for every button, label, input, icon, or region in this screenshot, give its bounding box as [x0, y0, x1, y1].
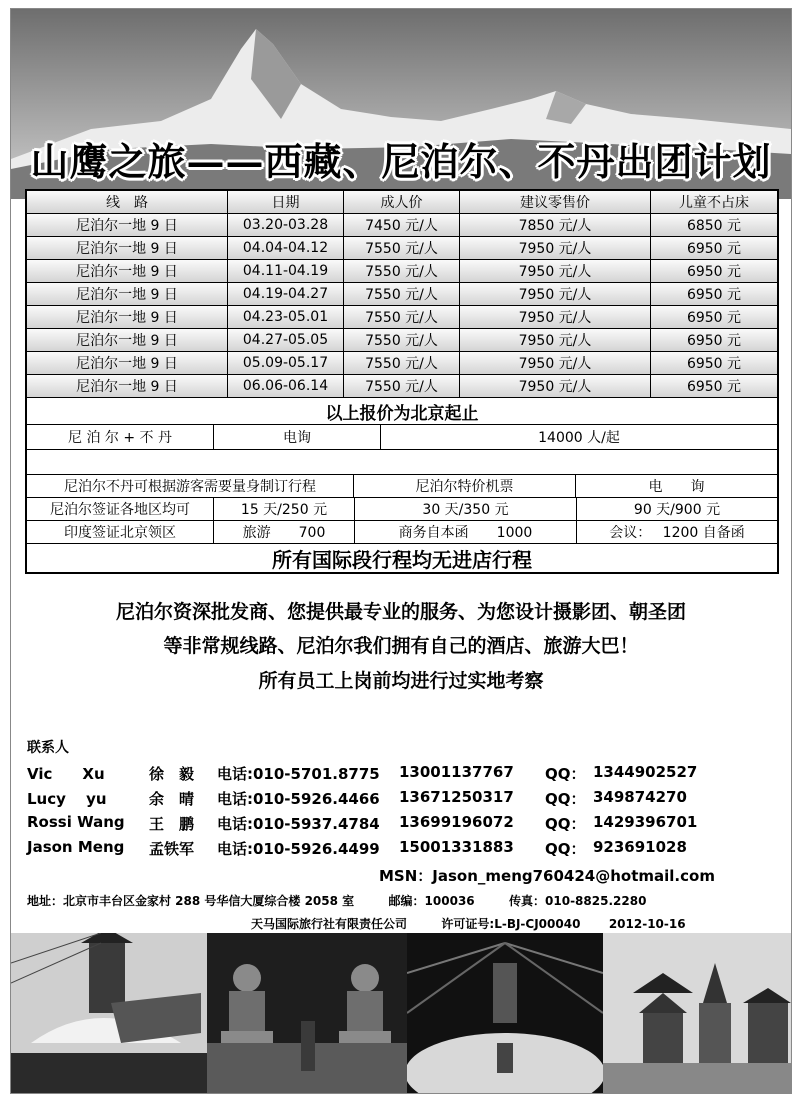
blank-row [27, 450, 777, 475]
table-row [27, 237, 777, 260]
bhutan-date: 电询 [214, 425, 381, 449]
cell-date: 04.23-05.01 [228, 306, 344, 328]
cell-adult-price: 7550 元/人 [344, 352, 460, 374]
india-tour-visa: 旅游 700 [214, 521, 355, 543]
contact-qq: 923691028 [593, 838, 687, 856]
header-route: 线 路 [27, 191, 228, 213]
cell-route: 尼泊尔一地 9 日 [27, 237, 228, 259]
table-row [27, 283, 777, 306]
cell-retail-price: 7950 元/人 [460, 352, 651, 374]
cell-child-price: 6850 元 [686, 218, 742, 234]
cell-retail-price: 7950 元/人 [460, 306, 651, 328]
blank-cell [27, 450, 777, 474]
fax: 传真：010-8825.2280 [509, 894, 647, 908]
address-line [27, 892, 646, 909]
cell-retail-price: 7950 元/人 [460, 283, 651, 305]
photo-strip [11, 933, 791, 1093]
cell-adult-price: 7550 元/人 [344, 283, 460, 305]
header-adult-price: 成人价 [344, 191, 460, 213]
table-row [27, 214, 777, 237]
contact-row [27, 763, 787, 788]
visa-90-day: 90 天/900 元 [633, 502, 721, 518]
nepal-visa-row [27, 498, 777, 521]
stupa-photo [11, 933, 207, 1093]
contact-mobile: 13671250317 [399, 788, 514, 806]
flyer-page [10, 8, 792, 1094]
cell-adult-price: 7550 元/人 [344, 306, 460, 328]
bhutan-route: 尼 泊 尔 + 不 丹 [27, 425, 214, 449]
cell-child-price: 6950 元 [686, 379, 742, 395]
cell-date: 05.09-05.17 [228, 352, 344, 374]
cell-route: 尼泊尔一地 9 日 [27, 283, 228, 305]
contact-chinese-name: 王 鹏 [149, 815, 195, 833]
contact-chinese-name: 徐 毅 [149, 765, 195, 783]
ticket-inquiry: 电 询 [648, 479, 705, 495]
prayer-flags-photo [407, 933, 603, 1093]
cell-route: 尼泊尔一地 9 日 [27, 352, 228, 374]
table-row [27, 352, 777, 375]
contact-mobile: 15001331883 [399, 838, 514, 856]
contact-row [27, 813, 787, 838]
contact-english-name: Lucy yu [27, 790, 107, 808]
cell-retail-price: 7950 元/人 [460, 260, 651, 282]
cell-child-price: 6950 元 [686, 287, 742, 303]
company-line [251, 915, 686, 932]
contacts-header: 联系人 [27, 740, 69, 756]
cell-adult-price: 7450 元/人 [344, 214, 460, 236]
cell-date: 04.19-04.27 [228, 283, 344, 305]
page-title: 山鹰之旅——西藏、尼泊尔、不丹出团计划 [30, 139, 772, 184]
cell-date: 04.11-04.19 [228, 260, 344, 282]
cell-child-price: 6950 元 [686, 264, 742, 280]
custom-itinerary: 尼泊尔不丹可根据游客需要量身制订行程 [27, 475, 354, 497]
cell-route: 尼泊尔一地 9 日 [27, 214, 228, 236]
cell-retail-price: 7850 元/人 [460, 214, 651, 236]
beijing-departure-note: 以上报价为北京起止 [325, 403, 479, 424]
table-row [27, 260, 777, 283]
table-row [27, 329, 777, 352]
contact-qq: 1429396701 [593, 813, 698, 831]
bhutan-row [27, 425, 777, 450]
header-retail-price: 建议零售价 [460, 191, 651, 213]
temple-statues-photo [207, 933, 407, 1093]
table-row [27, 306, 777, 329]
cell-route: 尼泊尔一地 9 日 [27, 375, 228, 397]
tour-price-table [25, 189, 779, 574]
cell-adult-price: 7550 元/人 [344, 375, 460, 397]
cell-route: 尼泊尔一地 9 日 [27, 260, 228, 282]
contact-mobile: 13699196072 [399, 813, 514, 831]
contact-qq-label: QQ： [545, 840, 586, 858]
address: 地址：北京市丰台区金家村 288 号华信大厦综合楼 2058 室 [27, 894, 355, 908]
msn-contact: MSN：Jason_meng760424@hotmail.com [379, 867, 715, 885]
company-name: 天马国际旅行社有限责任公司 [251, 917, 408, 931]
india-visa-label: 印度签证北京领区 [27, 521, 214, 543]
promo-line-1: 尼泊尔资深批发商、您提供最专业的服务、为您设计摄影团、朝圣团 [115, 601, 686, 623]
special-ticket: 尼泊尔特价机票 [354, 475, 576, 497]
header-child-price: 儿童不占床 [679, 195, 749, 211]
nepal-visa-label: 尼泊尔签证各地区均可 [27, 498, 214, 520]
promo-line-2: 等非常规线路、尼泊尔我们拥有自己的酒店、旅游大巴！ [163, 635, 639, 657]
cell-date: 04.04-04.12 [228, 237, 344, 259]
cell-date: 06.06-06.14 [228, 375, 344, 397]
cell-date: 04.27-05.05 [228, 329, 344, 351]
contact-english-name: Jason Meng [27, 838, 125, 856]
postcode: 邮编：100036 [388, 894, 475, 908]
contact-row [27, 788, 787, 813]
contact-qq-label: QQ： [545, 765, 586, 783]
cell-route: 尼泊尔一地 9 日 [27, 329, 228, 351]
license-number: 许可证号:L-BJ-CJ00040 [441, 917, 581, 931]
cell-adult-price: 7550 元/人 [344, 237, 460, 259]
visa-30-day: 30 天/350 元 [355, 498, 577, 520]
custom-row [27, 475, 777, 498]
contacts-section [27, 737, 787, 863]
no-shopping-row [27, 544, 777, 572]
contact-english-name: Vic Xu [27, 765, 105, 783]
header-date: 日期 [228, 191, 344, 213]
contact-qq: 1344902527 [593, 763, 698, 781]
contact-chinese-name: 孟铁军 [149, 840, 195, 858]
cell-date: 03.20-03.28 [228, 214, 344, 236]
cell-adult-price: 7550 元/人 [344, 260, 460, 282]
contact-phone: 电话:010-5926.4499 [217, 840, 380, 858]
india-business-visa: 商务自本函 1000 [355, 521, 577, 543]
contact-english-name: Rossi Wang [27, 813, 125, 831]
cell-child-price: 6950 元 [686, 241, 742, 257]
bhutan-price: 14000 人/起 [538, 430, 620, 446]
contact-phone: 电话:010-5926.4466 [217, 790, 380, 808]
contact-chinese-name: 余 晴 [149, 790, 195, 808]
india-meeting-visa: 会议： 1200 自备函 [609, 525, 745, 541]
contact-row [27, 838, 787, 863]
contact-qq: 349874270 [593, 788, 687, 806]
cell-retail-price: 7950 元/人 [460, 329, 651, 351]
no-shopping-note: 所有国际段行程均无进店行程 [272, 547, 532, 572]
cell-route: 尼泊尔一地 9 日 [27, 306, 228, 328]
india-visa-row [27, 521, 777, 544]
cell-retail-price: 7950 元/人 [460, 237, 651, 259]
cell-adult-price: 7550 元/人 [344, 329, 460, 351]
table-header-row [27, 191, 777, 214]
table-row [27, 375, 777, 398]
issue-date: 2012-10-16 [608, 917, 686, 931]
contact-phone: 电话:010-5937.4784 [217, 815, 380, 833]
durbar-square-photo [603, 933, 791, 1093]
cell-child-price: 6950 元 [686, 333, 742, 349]
cell-child-price: 6950 元 [686, 356, 742, 372]
contact-qq-label: QQ： [545, 790, 586, 808]
beijing-note-row [27, 398, 777, 425]
cell-retail-price: 7950 元/人 [460, 375, 651, 397]
visa-15-day: 15 天/250 元 [214, 498, 355, 520]
contact-mobile: 13001137767 [399, 763, 514, 781]
promo-line-3: 所有员工上岗前均进行过实地考察 [258, 670, 544, 692]
contact-phone: 电话:010-5701.8775 [217, 765, 380, 783]
contact-qq-label: QQ： [545, 815, 586, 833]
cell-child-price: 6950 元 [686, 310, 742, 326]
